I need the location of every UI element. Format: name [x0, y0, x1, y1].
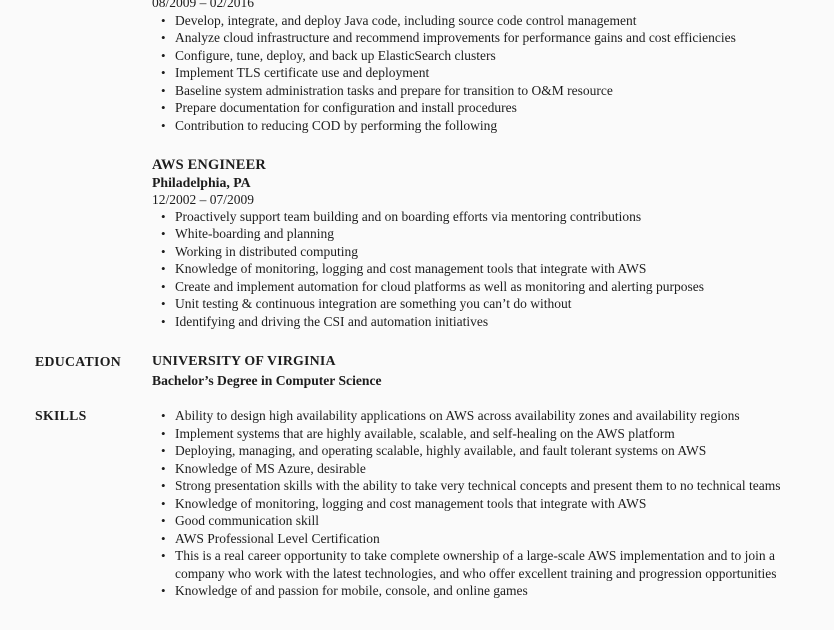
job-2-bullet-list [152, 208, 802, 331]
job-2-dates: 12/2002 – 07/2009 [152, 191, 255, 207]
bullet-item: • Baseline system administration tasks and prepare for transition to O&M resource [152, 82, 802, 100]
bullet-item: • Analyze cloud infrastructure and recommend improvements for performance gains and cost efficiencies [152, 29, 802, 47]
bullet-item: • White-boarding and planning [152, 225, 802, 243]
education-content [152, 353, 802, 389]
skills-content [152, 407, 802, 600]
bullet-item: • Develop, integrate, and deploy Java code, including source code control management [152, 12, 802, 30]
education-school: UNIVERSITY OF VIRGINIA [152, 354, 336, 369]
bullet-item: • Ability to design high availability applications on AWS across availability zones and availability regions [152, 407, 802, 425]
bullet-item: • Contribution to reducing COD by performing the following [152, 117, 802, 135]
bullet-item: • Working in distributed computing [152, 243, 802, 261]
skills-bullet-list [152, 407, 802, 600]
skills-section [35, 407, 834, 600]
bullet-item: • Deploying, managing, and operating scalable, highly available, and fault tolerant systems on AWS [152, 442, 802, 460]
bullet-item: • This is a real career opportunity to take complete ownership of a large-scale AWS implementation and to join a company who work with the latest technologies, and who offer excellent training and progression opportunities [152, 547, 802, 582]
education-section [35, 353, 834, 389]
bullet-item: • Strong presentation skills with the ability to take very technical concepts and present them to no technical teams [152, 477, 802, 495]
education-section-label: EDUCATION [35, 354, 121, 369]
bullet-item: • Proactively support team building and on boarding efforts via mentoring contributions [152, 208, 802, 226]
job-1-bullet-list [152, 12, 802, 135]
job-entry-2 [35, 156, 834, 330]
job-2-title: AWS ENGINEER [152, 157, 266, 173]
bullet-item: • Create and implement automation for cloud platforms as well as monitoring and alerting purposes [152, 278, 802, 296]
bullet-item: • Implement systems that are highly available, scalable, and self-healing on the AWS platform [152, 425, 802, 443]
job-1-content [152, 0, 802, 134]
job-2-content [152, 156, 802, 330]
bullet-item: • Implement TLS certificate use and deployment [152, 64, 802, 82]
bullet-item: • Knowledge of MS Azure, desirable [152, 460, 802, 478]
job-entry-1 [35, 0, 834, 134]
bullet-item: • Knowledge of monitoring, logging and cost management tools that integrate with AWS [152, 495, 802, 513]
bullet-item: • Unit testing & continuous integration are something you can’t do without [152, 295, 802, 313]
bullet-item: • Configure, tune, deploy, and back up ElasticSearch clusters [152, 47, 802, 65]
bullet-item: • Knowledge of monitoring, logging and cost management tools that integrate with AWS [152, 260, 802, 278]
job-2-location: Philadelphia, PA [152, 175, 251, 190]
education-degree: Bachelor’s Degree in Computer Science [152, 372, 382, 388]
bullet-item: • Prepare documentation for configuration and install procedures [152, 99, 802, 117]
bullet-item: • AWS Professional Level Certification [152, 530, 802, 548]
job-1-dates: 08/2009 – 02/2016 [152, 0, 255, 10]
skills-section-label: SKILLS [35, 408, 87, 423]
bullet-item: • Identifying and driving the CSI and automation initiatives [152, 313, 802, 331]
bullet-item: • Knowledge of and passion for mobile, console, and online games [152, 582, 802, 600]
bullet-item: • Good communication skill [152, 512, 802, 530]
